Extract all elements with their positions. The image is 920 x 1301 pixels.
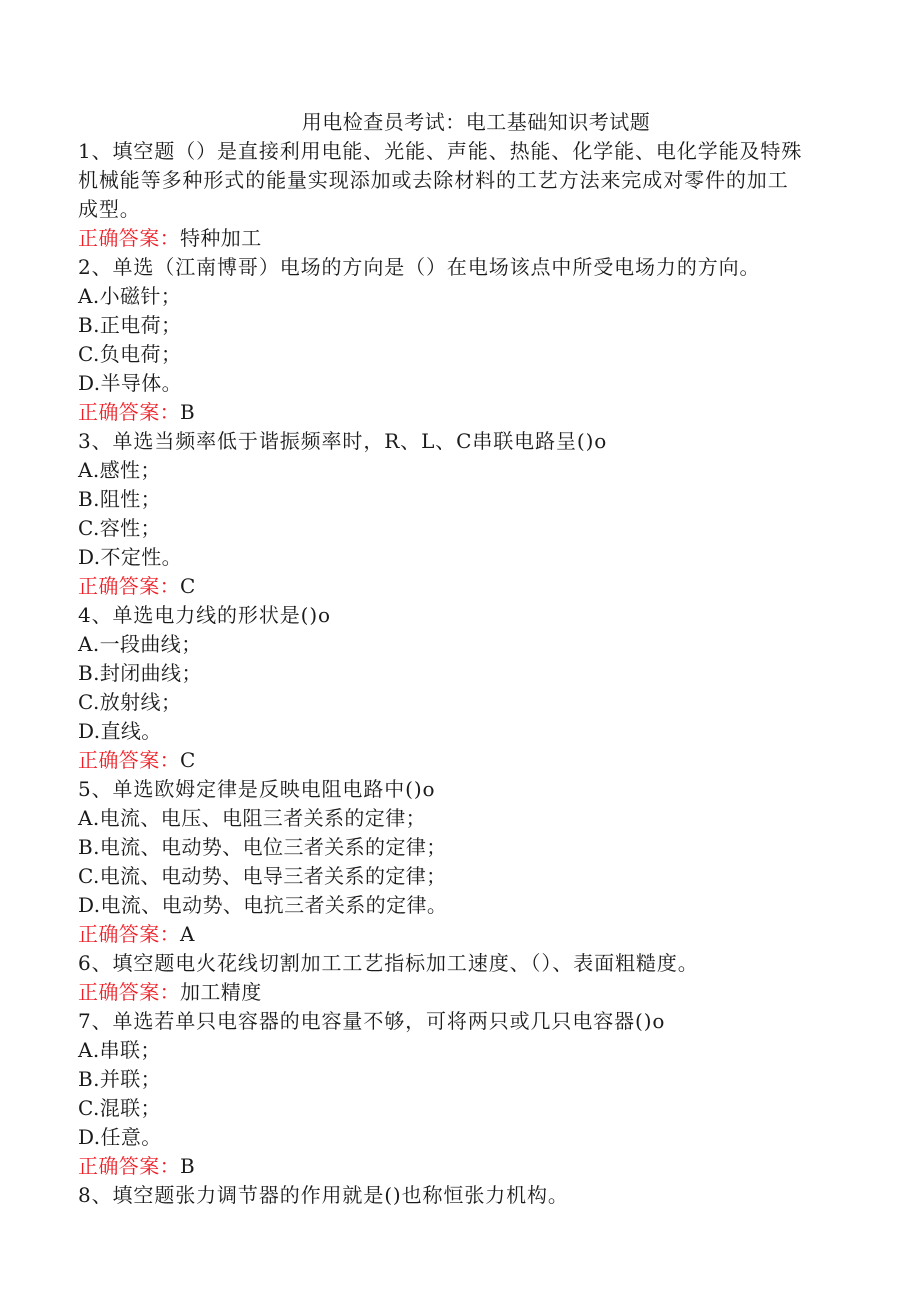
question-item	[78, 427, 838, 601]
question-item	[78, 1007, 838, 1181]
question-item	[78, 775, 838, 949]
answer-option: A.电流、电压、电阻三者关系的定律；	[78, 806, 427, 830]
question-item	[78, 601, 838, 775]
answer-option: C.电流、电动势、电导三者关系的定律；	[78, 864, 447, 888]
correct-answer-label: 正确答案：	[78, 226, 180, 250]
exam-document	[78, 108, 838, 1210]
answer-option: B.封闭曲线；	[78, 661, 202, 685]
correct-answer-row	[78, 1152, 838, 1181]
question-text: 6、填空题电火花线切割加工工艺指标加工速度、（）、表面粗糙度。	[78, 951, 699, 975]
question-item	[78, 253, 838, 427]
question-text: 7、单选若单只电容器的电容量不够，可将两只或几只电容器()o	[78, 1009, 666, 1033]
answer-option: A.小磁针；	[78, 284, 182, 308]
question-text: 3、单选当频率低于谐振频率时，R、L、C串联电路呈()o	[78, 429, 608, 453]
correct-answer-row	[78, 978, 838, 1007]
correct-answer-value: C	[180, 748, 196, 772]
answer-option: B.电流、电动势、电位三者关系的定律；	[78, 835, 447, 859]
correct-answer-label: 正确答案：	[78, 980, 180, 1004]
question-item	[78, 949, 838, 1007]
correct-answer-value: B	[180, 1154, 196, 1178]
question-item	[78, 1181, 838, 1210]
correct-answer-label: 正确答案：	[78, 400, 180, 424]
question-text: 4、单选电力线的形状是()o	[78, 603, 331, 627]
correct-answer-label: 正确答案：	[78, 574, 180, 598]
question-text: 成型。	[78, 197, 141, 221]
answer-option: C.放射线；	[78, 690, 182, 714]
answer-option: D.电流、电动势、电抗三者关系的定律。	[78, 893, 448, 917]
question-text: 5、单选欧姆定律是反映电阻电路中()o	[78, 777, 436, 801]
correct-answer-label: 正确答案：	[78, 922, 180, 946]
answer-option: D.不定性。	[78, 545, 183, 569]
correct-answer-value: A	[180, 922, 195, 946]
correct-answer-row	[78, 920, 838, 949]
correct-answer-label: 正确答案：	[78, 1154, 180, 1178]
answer-option: D.半导体。	[78, 371, 183, 395]
answer-option: C.容性；	[78, 516, 161, 540]
answer-option: A.串联；	[78, 1038, 161, 1062]
correct-answer-row	[78, 572, 838, 601]
correct-answer-value: 特种加工	[180, 226, 262, 250]
answer-option: D.任意。	[78, 1125, 162, 1149]
correct-answer-value: 加工精度	[180, 980, 262, 1004]
answer-option: A.一段曲线；	[78, 632, 202, 656]
answer-option: B.并联；	[78, 1067, 162, 1091]
question-text: 1、填空题（）是直接利用电能、光能、声能、热能、化学能、电化学能及特殊	[78, 139, 803, 163]
answer-option: C.混联；	[78, 1096, 161, 1120]
question-item	[78, 137, 838, 253]
correct-answer-row	[78, 224, 838, 253]
answer-option: A.感性；	[78, 458, 161, 482]
document-title: 用电检查员考试：电工基础知识考试题	[301, 110, 651, 134]
correct-answer-label: 正确答案：	[78, 748, 180, 772]
correct-answer-value: B	[180, 400, 196, 424]
question-text: 8、填空题张力调节器的作用就是()也称恒张力机构。	[78, 1183, 569, 1207]
question-text: 机械能等多种形式的能量实现添加或去除材料的工艺方法来完成对零件的加工	[78, 168, 789, 192]
question-text: 2、单选（江南博哥）电场的方向是（）在电场该点中所受电场力的方向。	[78, 255, 761, 279]
answer-option: D.直线。	[78, 719, 162, 743]
correct-answer-row	[78, 746, 838, 775]
correct-answer-value: C	[180, 574, 196, 598]
question-list	[78, 137, 838, 1210]
answer-option: B.正电荷；	[78, 313, 182, 337]
correct-answer-row	[78, 398, 838, 427]
answer-option: C.负电荷；	[78, 342, 182, 366]
answer-option: B.阻性；	[78, 487, 162, 511]
